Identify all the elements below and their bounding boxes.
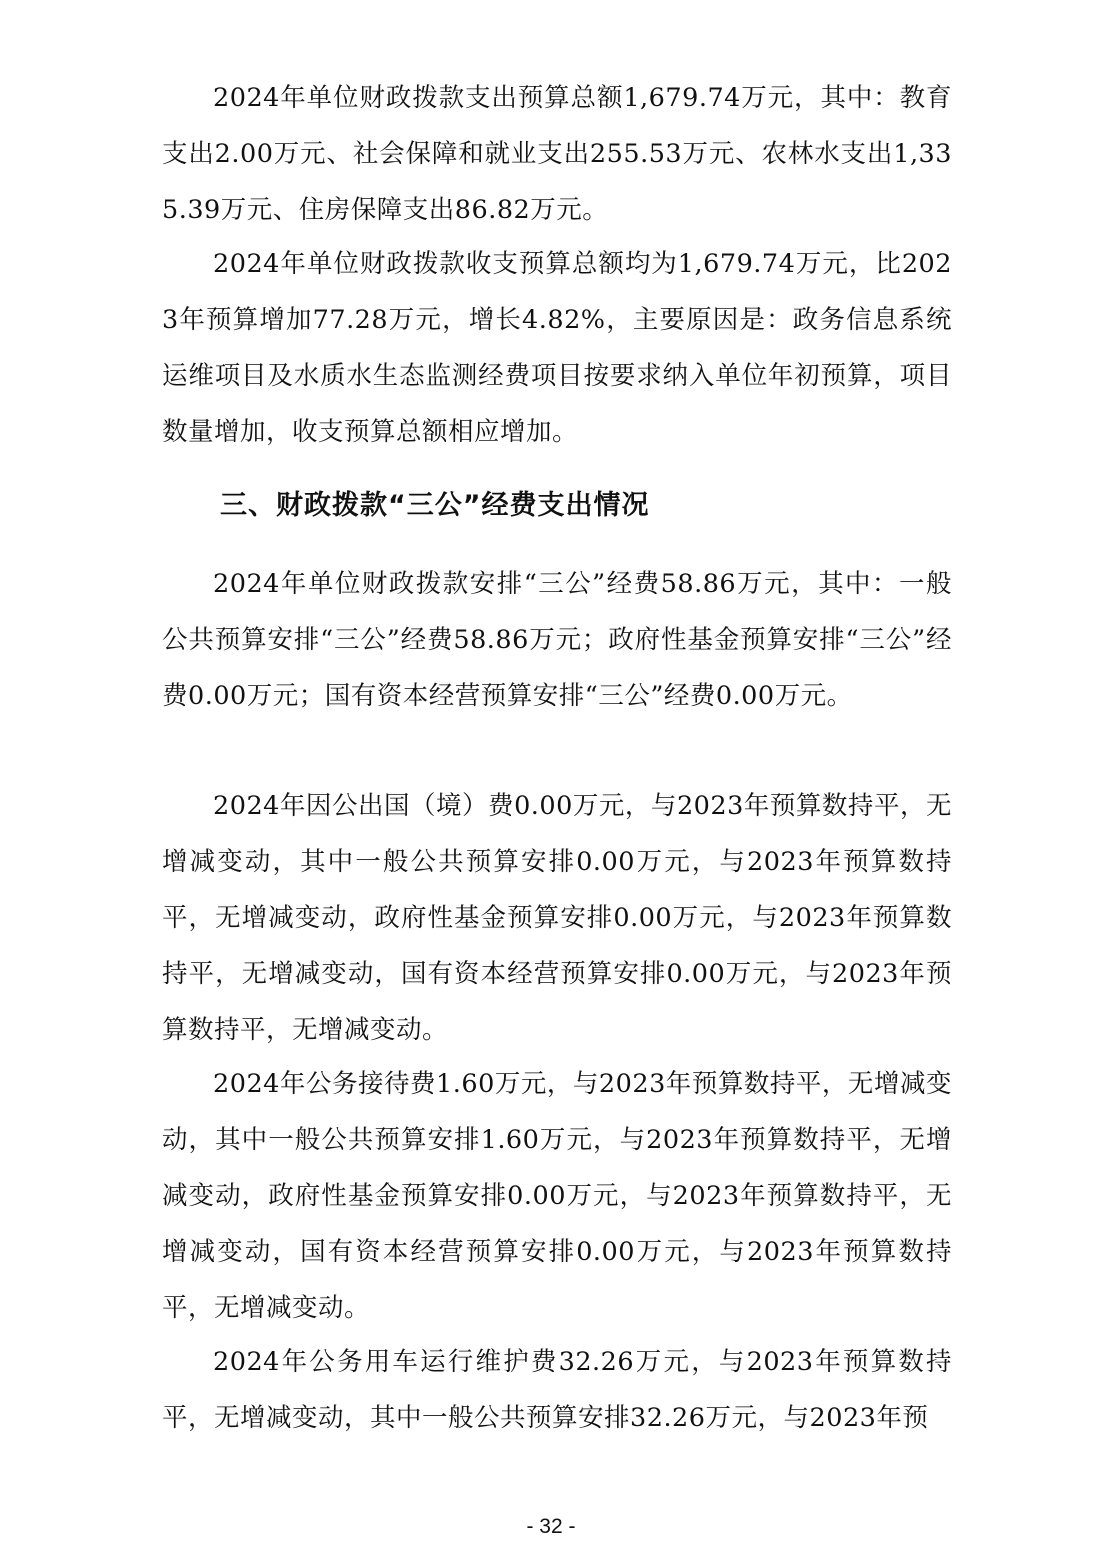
paragraph-official-reception: 2024年公务接待费1.60万元，与2023年预算数持平，无增减变动，其中一般公共预算安排1.60万元，与2023年预算数持平，无增减变动，政府性基金预算安排0.00万元，与2023年预算数持平，无增减变动，国有资本经营预算安排0.00万元，与2023年预算数持平，无增减变动。 [162,1069,952,1323]
page-number: - 32 - [526,1515,576,1538]
paragraph-expenditure-budget: 2024年单位财政拨款支出预算总额1,679.74万元，其中：教育支出2.00万元、社会保障和就业支出255.53万元、农林水支出1,335.39万元、住房保障支出86.82万元。 [162,83,952,225]
paragraph-budget-change: 2024年单位财政拨款收支预算总额均为1,679.74万元，比2023年预算增加77.28万元，增长4.82%，主要原因是：政务信息系统运维项目及水质水生态监测经费项目按要求纳入单位年初预算，项目数量增加，收支预算总额相应增加。 [162,249,952,447]
paragraph-three-public-total: 2024年单位财政拨款安排“三公”经费58.86万元，其中：一般公共预算安排“三公”经费58.86万元；政府性基金预算安排“三公”经费0.00万元；国有资本经营预算安排“三公”经费0.00万元。 [162,569,952,711]
paragraph-overseas-travel: 2024年因公出国（境）费0.00万元，与2023年预算数持平，无增减变动，其中一般公共预算安排0.00万元，与2023年预算数持平，无增减变动，政府性基金预算安排0.00万元，与2023年预算数持平，无增减变动，国有资本经营预算安排0.00万元，与2023年预算数持平，无增减变动。 [162,791,952,1045]
section-heading: 三、财政拨款“三公”经费支出情况 [220,490,650,521]
paragraph-vehicle-maintenance: 2024年公务用车运行维护费32.26万元，与2023年预算数持平，无增减变动，其中一般公共预算安排32.26万元，与2023年预 [162,1347,952,1433]
